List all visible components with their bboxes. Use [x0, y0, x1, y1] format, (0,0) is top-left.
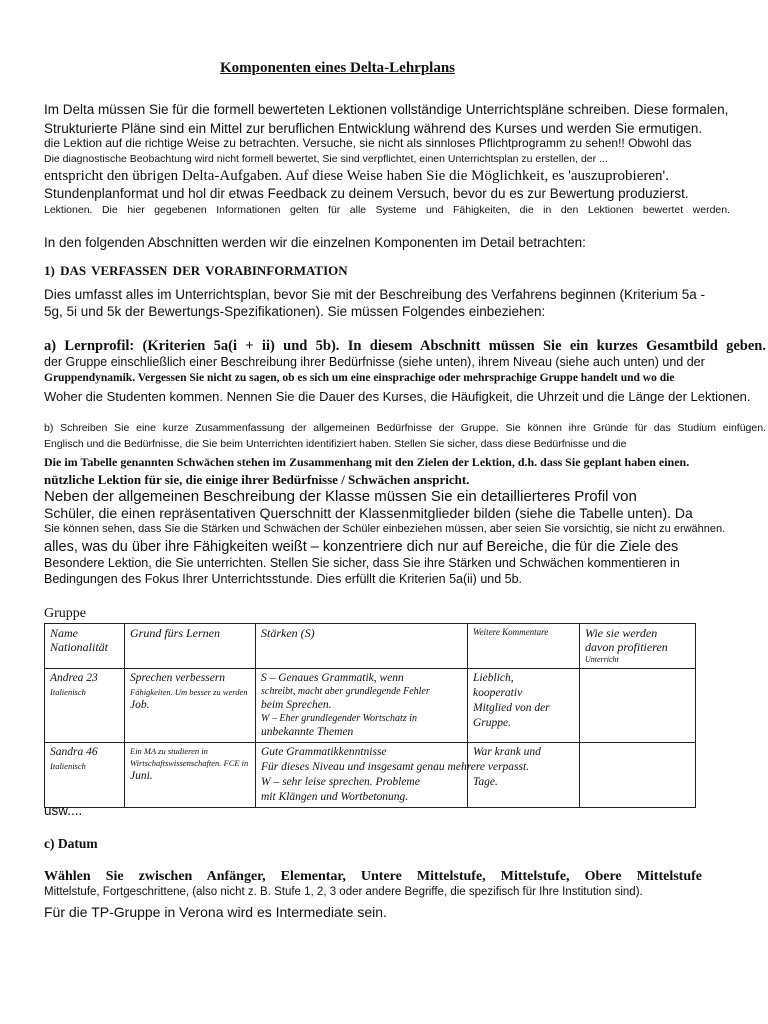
row-1-kommentare-4: Gruppe. [473, 717, 512, 729]
section-c-line-1: Wählen Sie zwischen Anfänger, Elementar, Untere Mittelstufe, Mittelstufe, Obere Mittelstufe [44, 869, 702, 884]
section-1-line-2: 5g, 5i und 5k der Bewertungs-Spezifikationen). Sie müssen Folgendes einbeziehen: [44, 304, 546, 319]
intro-line-2: Strukturierte Pläne sind ein Mittel zur beruflichen Entwicklung während des Kurses und werden Sie ermutigen. [44, 121, 703, 136]
row-1-nationality: Italienisch [50, 687, 86, 697]
table-header-row [45, 624, 696, 669]
header-name-label: Name [50, 626, 78, 640]
row-1-kommentare-cell [468, 669, 580, 743]
intro-line-4: Die diagnostische Beobachtung wird nicht formell bewertet, Sie sind verpflichtet, einen Unterrichtsplan zu erstellen, der ... [44, 153, 608, 165]
row-2-grund-small-2: Wirtschaftswissenschaften. FCE in [130, 758, 249, 768]
section-b-line-3: Die im Tabelle genannten Schwächen stehen im Zusammenhang mit den Zielen der Lektion, d.h. dass Sie geplant haben einen. [44, 455, 690, 469]
row-1-grund-cell [125, 669, 256, 743]
table-caption: Gruppe [44, 606, 86, 621]
intro-line-6: Stundenplanformat und hol dir etwas Feedback zu deinem Versuch, bevor du es zur Bewertung produzierst. [44, 186, 689, 201]
row-1-kommentare-3: Mitglied von der [473, 702, 550, 714]
section-c-line-3: Für die TP-Gruppe in Verona wird es Intermediate sein. [44, 904, 387, 920]
section-1-line-1: Dies umfasst alles im Unterrichtsplan, bevor Sie mit der Beschreibung des Verfahrens beginnen (Kriterium 5a - [44, 287, 706, 302]
row-2-kommentare-3: Tage. [473, 776, 498, 788]
header-staerken-label: Stärken (S) [261, 626, 315, 640]
header-profit [580, 624, 696, 669]
row-1-grund-end: Job. [130, 699, 150, 711]
table-row [45, 743, 696, 808]
header-profit-label-1: Wie sie werden [585, 626, 658, 640]
section-b-line-1: b) Schreiben Sie eine kurze Zusammenfassung der allgemeinen Bedürfnisse der Gruppe. Sie können ihre Gründe für das Studium einfügen. [44, 422, 766, 434]
header-kommentare-label: Weitere Kommentare [473, 627, 549, 637]
section-b-line-4: nützliche Lektion für sie, die einige ihrer Bedürfnisse / Schwächen anspricht. [44, 472, 470, 487]
row-1-name: Andrea 23 [50, 672, 98, 684]
row-2-kommentare-1: War krank und [473, 746, 541, 758]
row-2-grund-end: Juni. [130, 770, 153, 782]
row-1-grund-main: Sprechen verbessern [130, 672, 226, 684]
page-title: Komponenten eines Delta-Lehrplans [220, 60, 456, 76]
row-1-staerken-cell [256, 669, 468, 743]
row-2-nationality: Italienisch [50, 761, 86, 771]
row-2-grund-cell [125, 743, 256, 808]
header-nationality-label: Nationalität [50, 640, 109, 654]
row-2-staerken-1: Gute Grammatikkenntnisse [261, 746, 387, 758]
row-2-kommentare-cell [468, 743, 580, 808]
section-a-heading: a) Lernprofil: (Kriterien 5a(i + ii) und 5b). In diesem Abschnitt müssen Sie ein kurzes Gesamtbild geben. [44, 338, 766, 354]
intro-line-3: die Lektion auf die richtige Weise zu betrachten. Versuche, sie nicht als sinnloses Pflichtprogramm zu sehen!! Obwohl das [44, 136, 692, 150]
row-2-staerken-4: mit Klängen und Wortbetonung. [261, 791, 409, 803]
table-row [45, 669, 696, 743]
row-2-staerken-2: Für dieses Niveau und insgesamt genau mehrere verpasst. [261, 761, 530, 773]
row-1-staerken-1: S – Genaues Grammatik, wenn [261, 672, 404, 684]
section-a-line-2: der Gruppe einschließlich einer Beschreibung ihrer Bedürfnisse (siehe unten), ihrem Niveau (siehe auch unten) und der [44, 355, 705, 369]
section-c-heading: c) Datum [44, 836, 98, 851]
row-1-staerken-4: W – Eher grundlegender Wortschatz in [261, 713, 418, 724]
row-2-staerken-3: W – sehr leise sprechen. Probleme [261, 776, 420, 788]
section-b-line-5: Neben der allgemeinen Beschreibung der Klasse müssen Sie ein detaillierteres Profil von [44, 488, 637, 505]
intro-line-1: Im Delta müssen Sie für die formell bewerteten Lektionen vollständige Unterrichtspläne schreiben. Diese formalen, [44, 102, 729, 117]
section-1-heading: 1) DAS VERFASSEN DER VORABINFORMATION [44, 263, 348, 278]
row-1-kommentare-2: kooperativ [473, 687, 523, 699]
header-name [45, 624, 125, 669]
sections-intro: In den folgenden Abschnitten werden wir die einzelnen Komponenten im Detail betrachten: [44, 235, 586, 250]
row-1-staerken-2: schreibt, macht aber grundlegende Fehler [261, 686, 430, 697]
header-staerken [256, 624, 468, 669]
intro-line-7: Lektionen. Die hier gegebenen Informationen gelten für alle Systeme und Fähigkeiten, die in den Lektionen bewertet werden. [44, 204, 730, 216]
header-kommentare [468, 624, 580, 669]
header-profit-sub: Unterricht [585, 655, 619, 664]
section-a-line-3: Gruppendynamik. Vergessen Sie nicht zu sagen, ob es sich um eine einsprachige oder mehrsprachige Gruppe handelt und wo die [44, 372, 675, 384]
row-1-staerken-5: unbekannte Themen [261, 726, 354, 738]
section-b-line-6: Schüler, die einen repräsentativen Querschnitt der Klassenmitglieder bilden (siehe die Tabelle unten). Da [44, 505, 693, 521]
header-grund-label: Grund fürs Lernen [130, 626, 221, 640]
row-2-name-cell [45, 743, 125, 808]
section-b-line-10: Bedingungen des Fokus Ihrer Unterrichtsstunde. Dies erfüllt die Kriterien 5a(ii) und 5b. [44, 572, 523, 586]
row-1-staerken-3: beim Sprechen. [261, 699, 332, 711]
header-grund [125, 624, 256, 669]
row-1-profit-cell [580, 669, 696, 743]
header-profit-label-2: davon profitieren [585, 640, 668, 654]
table-after: usw.... [44, 803, 83, 818]
section-b-line-9: Besondere Lektion, die Sie unterrichten. Stellen Sie sicher, dass Sie ihre Stärken und Schwächen kommentieren in [44, 556, 680, 570]
row-1-name-cell [45, 669, 125, 743]
intro-line-5: entspricht den übrigen Delta-Aufgaben. Auf diese Weise haben Sie die Möglichkeit, es 'auszuprobieren'. [44, 168, 669, 184]
row-1-grund-small: Fähigkeiten. Um besser zu werden [130, 687, 248, 697]
section-c-line-2: Mittelstufe, Fortgeschrittene, (also nicht z. B. Stufe 1, 2, 3 oder andere Begriffe, die spezifisch für Ihre Institution sind). [44, 886, 643, 898]
learner-profile-table [44, 623, 696, 808]
row-2-grund-small-1: Ein MA zu studieren in [130, 746, 208, 756]
row-1-kommentare-1: Lieblich, [473, 672, 514, 684]
row-2-profit-cell [580, 743, 696, 808]
section-b-line-2: Englisch und die Bedürfnisse, die Sie beim Unterrichten identifiziert haben. Stellen Sie sicher, dass diese Bedürfnisse und die [44, 438, 627, 450]
section-a-line-4: Woher die Studenten kommen. Nennen Sie die Dauer des Kurses, die Häufigkeit, die Uhrzeit und die Länge der Lektionen. [44, 389, 751, 404]
section-b-line-8: alles, was du über ihre Fähigkeiten weißt – konzentriere dich nur auf Bereiche, die für die Ziele des [44, 539, 679, 555]
section-b-line-7: Sie können sehen, dass Sie die Stärken und Schwächen der Schüler einbeziehen müssen, aber seien Sie vorsichtig, sie nicht zu erwähnen. [44, 523, 726, 535]
row-2-name: Sandra 46 [50, 746, 98, 758]
